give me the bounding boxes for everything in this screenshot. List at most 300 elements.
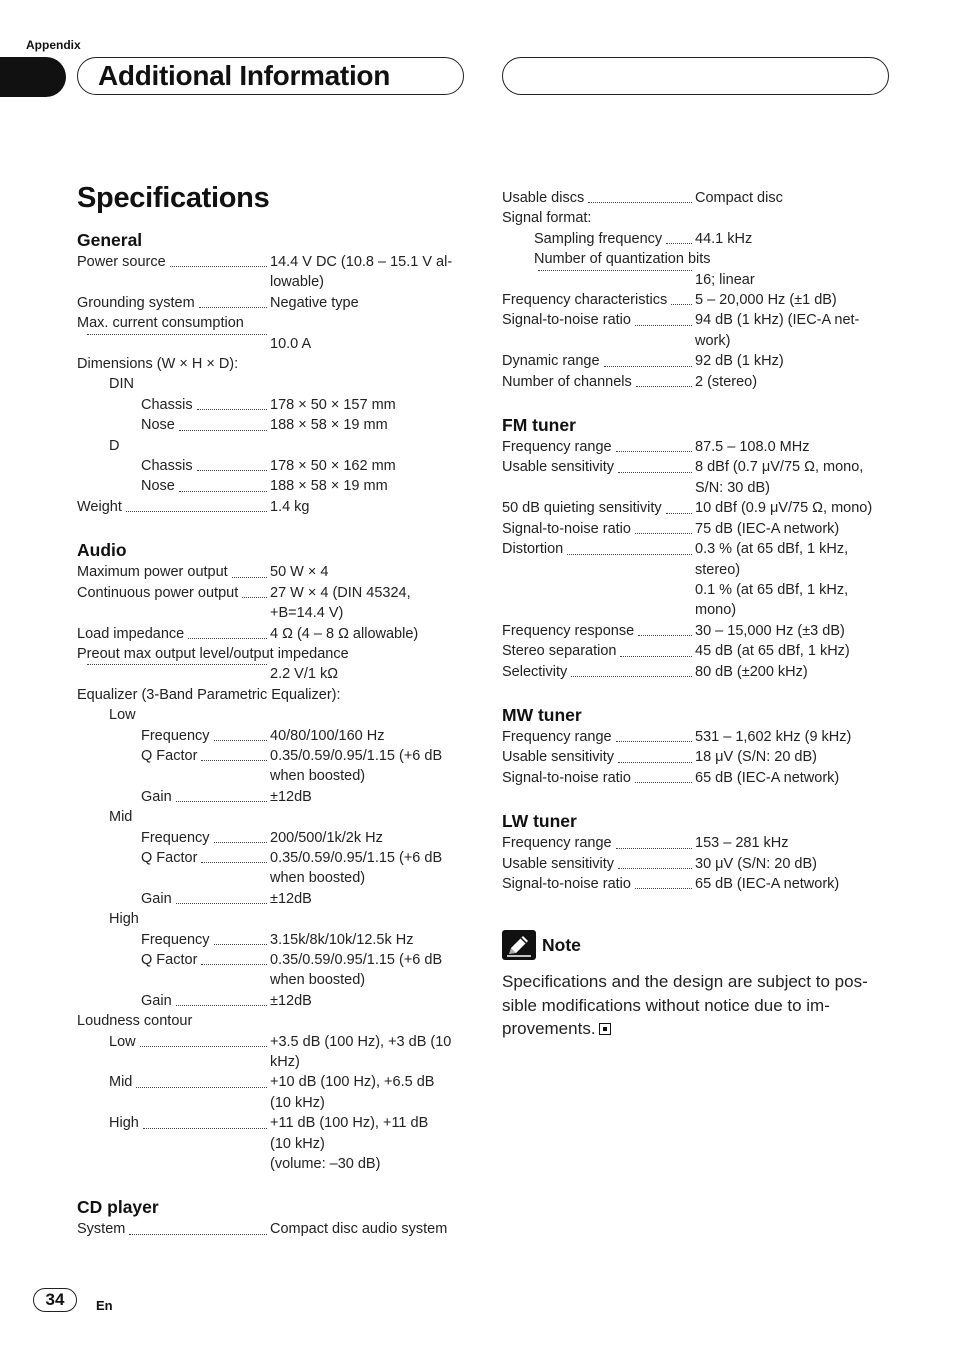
- leader-dots: [232, 577, 267, 578]
- spec-row: [77, 950, 469, 991]
- leader-dots: [635, 325, 692, 326]
- spec-label-text: Number of quantization bits: [534, 251, 711, 268]
- leader-dots: [638, 635, 692, 636]
- spec-value-line: +3.5 dB (100 Hz), +3 dB (10: [270, 1033, 452, 1050]
- spec-row: [502, 310, 892, 351]
- spec-value-line: 531 – 1,602 kHz (9 kHz): [695, 728, 852, 745]
- leader-dots: [197, 409, 267, 410]
- spec-row: [77, 1219, 469, 1239]
- spec-label-text: Gain: [141, 992, 172, 1009]
- spec-label: [77, 562, 270, 582]
- leader-dots: [616, 848, 692, 849]
- section-heading: General: [77, 230, 143, 250]
- spec-label-text: Q Factor: [141, 747, 198, 764]
- section-heading: CD player: [77, 1197, 159, 1218]
- spec-value-line: 200/500/1k/2k Hz: [270, 829, 383, 846]
- spec-label-text: Signal-to-noise ratio: [502, 312, 631, 329]
- spec-value-line: ±12dB: [270, 788, 312, 805]
- spec-value: [270, 415, 469, 435]
- spec-value-line: Compact disc: [695, 190, 783, 206]
- leader-dots: [618, 868, 692, 869]
- spec-value-line: 0.35/0.59/0.95/1.15 (+6 dB: [270, 747, 443, 764]
- spec-label-text: Max. current consumption: [77, 315, 244, 332]
- spec-value-line: (10 kHz): [270, 1135, 325, 1152]
- spec-value: [270, 497, 469, 517]
- spec-label-text: Frequency range: [502, 835, 612, 852]
- spec-value-line: 65 dB (IEC-A network): [695, 875, 840, 892]
- appendix-label: Appendix: [26, 38, 81, 52]
- spec-value-line: S/N: 30 dB): [695, 479, 770, 496]
- spec-label: [502, 437, 695, 457]
- spec-label-text: High: [109, 1115, 139, 1132]
- spec-label: [77, 1219, 270, 1239]
- leader-dots: [201, 862, 267, 863]
- spec-row: [77, 395, 469, 415]
- spec-label-text: Signal-to-noise ratio: [502, 769, 631, 786]
- spec-label-text: Frequency response: [502, 622, 635, 639]
- spec-value-line: 65 dB (IEC-A network): [695, 769, 840, 786]
- spec-label-text: Selectivity: [502, 663, 568, 680]
- spec-value-line: 50 W × 4: [270, 564, 329, 581]
- spec-value: [695, 747, 892, 767]
- spec-label-text: Frequency: [141, 727, 210, 744]
- spec-label-text: System: [77, 1221, 126, 1238]
- spec-label-text: Grounding system: [77, 294, 195, 311]
- spec-value: [270, 476, 469, 496]
- note-text: [502, 970, 892, 1041]
- spec-row: [77, 787, 469, 807]
- spec-value: [270, 456, 469, 476]
- spec-label-text: Usable sensitivity: [502, 749, 615, 766]
- pencil-icon: [502, 930, 536, 960]
- spec-label-text: Continuous power output: [77, 584, 239, 601]
- spec-label-text: Weight: [77, 498, 122, 515]
- language-label: En: [96, 1298, 113, 1313]
- spec-label: [502, 727, 695, 747]
- leader-dots: [143, 1128, 267, 1129]
- spec-value-line: 153 – 281 kHz: [695, 835, 789, 852]
- leader-dots: [170, 266, 267, 267]
- spec-label-text: Load impedance: [77, 625, 185, 642]
- spec-value: [695, 351, 892, 371]
- leader-dots: [618, 762, 692, 763]
- section-title-pill-right: [502, 57, 889, 95]
- spec-value: [270, 950, 469, 991]
- spec-value: [695, 727, 892, 747]
- spec-row: [77, 1011, 469, 1031]
- spec-row: [502, 437, 892, 457]
- spec-value-line: 45 dB (at 65 dBf, 1 kHz): [695, 643, 850, 660]
- spec-value-line: 0.35/0.59/0.95/1.15 (+6 dB: [270, 952, 443, 968]
- spec-label-text: Chassis: [141, 458, 193, 475]
- spec-value-line: lowable): [270, 274, 324, 291]
- spec-value-line: 178 × 50 × 162 mm: [270, 458, 396, 475]
- section-title: Additional Information: [98, 60, 391, 91]
- section-heading: Audio: [77, 540, 127, 561]
- spec-row: [77, 293, 469, 313]
- spec-row: [502, 874, 892, 894]
- spec-column-right: [502, 188, 892, 894]
- spec-value-line: 0.3 % (at 65 dBf, 1 kHz,: [695, 541, 849, 558]
- leader-dots: [635, 533, 692, 534]
- spec-label: [502, 621, 695, 641]
- spec-row: [77, 1032, 469, 1073]
- spec-label-text: Q Factor: [141, 952, 198, 968]
- spec-value-line: work): [695, 332, 731, 349]
- spec-label: [77, 828, 270, 848]
- spec-value: [270, 787, 469, 807]
- spec-row: [77, 726, 469, 746]
- leader-dots: [214, 842, 267, 843]
- spec-row: [502, 768, 892, 788]
- spec-label-text: Low: [109, 1033, 136, 1050]
- spec-label-text: Frequency range: [502, 439, 612, 456]
- spec-value-line: 14.4 V DC (10.8 – 15.1 V al-: [270, 254, 453, 270]
- leader-dots: [571, 676, 692, 677]
- spec-row: [77, 436, 469, 456]
- page-title: Specifications: [77, 182, 270, 214]
- spec-row: [77, 1072, 469, 1113]
- spec-row: [77, 313, 469, 333]
- spec-label-text: Sampling frequency: [534, 230, 663, 247]
- spec-value: [695, 662, 892, 682]
- spec-value: [695, 621, 892, 641]
- spec-label: [502, 372, 695, 392]
- spec-row: [502, 188, 892, 208]
- spec-value-line: 178 × 50 × 157 mm: [270, 396, 396, 413]
- spec-label-text: Gain: [141, 788, 172, 805]
- spec-value-line: 1.4 kg: [270, 498, 310, 515]
- spec-label: [77, 787, 270, 807]
- spec-value: [695, 854, 892, 874]
- spec-value-line: 4 Ω (4 – 8 Ω allowable): [270, 625, 419, 642]
- spec-label-text: Signal format:: [502, 210, 592, 227]
- spec-value: [695, 833, 892, 853]
- leader-dots: [176, 903, 267, 904]
- spec-value: [270, 562, 469, 582]
- leader-dots: [188, 638, 267, 639]
- spec-label-text: Stereo separation: [502, 643, 617, 660]
- spec-label-text: Q Factor: [141, 849, 198, 866]
- spec-row: [77, 828, 469, 848]
- spec-value: [695, 539, 892, 621]
- spec-value-line: 40/80/100/160 Hz: [270, 727, 385, 744]
- spec-label-text: Signal-to-noise ratio: [502, 875, 631, 892]
- spec-row: [77, 889, 469, 909]
- spec-value: [695, 641, 892, 661]
- spec-label: [502, 457, 695, 477]
- spec-row: [77, 334, 469, 354]
- spec-value: [270, 664, 469, 684]
- spec-value: [270, 583, 469, 624]
- spec-label-text: Mid: [109, 809, 133, 826]
- spec-label: [502, 519, 695, 539]
- spec-label-text: Mid: [109, 1074, 133, 1091]
- spec-value-line: kHz): [270, 1054, 300, 1071]
- spec-value: [270, 930, 469, 950]
- spec-label-text: 50 dB quieting sensitivity: [502, 500, 662, 517]
- spec-label: [77, 476, 270, 496]
- spec-value-line: ±12dB: [270, 992, 312, 1009]
- spec-value: [695, 290, 892, 310]
- spec-label-text: Dimensions (W × H × D):: [77, 356, 239, 373]
- spec-value-line: 188 × 58 × 19 mm: [270, 417, 388, 434]
- spec-label-text: High: [109, 911, 139, 928]
- spec-label: [77, 848, 270, 868]
- spec-value: [695, 768, 892, 788]
- spec-label-text: Nose: [141, 478, 175, 495]
- leader-dots: [197, 470, 267, 471]
- spec-label-text: Gain: [141, 890, 172, 907]
- spec-label-text: Equalizer (3-Band Parametric Equalizer):: [77, 686, 341, 703]
- spec-value-line: 0.35/0.59/0.95/1.15 (+6 dB: [270, 849, 443, 866]
- spec-row: [77, 930, 469, 950]
- spec-label: [77, 334, 270, 340]
- spec-value-line: 16; linear: [695, 271, 755, 288]
- spec-row: [77, 746, 469, 787]
- leader-dots: [616, 741, 692, 742]
- spec-row: [77, 664, 469, 684]
- spec-value-line: 87.5 – 108.0 MHz: [695, 439, 810, 456]
- leader-dots: [666, 513, 692, 514]
- leader-dots: [635, 782, 692, 783]
- spec-row: [502, 641, 892, 661]
- spec-label: [502, 229, 695, 249]
- spec-value-line: 44.1 kHz: [695, 230, 753, 247]
- spec-value: [695, 874, 892, 894]
- spec-label: [77, 583, 270, 603]
- spec-label-text: Power source: [77, 254, 166, 270]
- spec-row: [502, 457, 892, 498]
- spec-label-text: Preout max output level/output impedance: [77, 645, 349, 662]
- spec-label-text: Usable sensitivity: [502, 459, 615, 476]
- spec-value-line: mono): [695, 602, 737, 619]
- spec-value-line: Compact disc audio system: [270, 1221, 448, 1238]
- spec-label-text: Signal-to-noise ratio: [502, 520, 631, 537]
- spec-label-text: Chassis: [141, 396, 193, 413]
- leader-dots: [129, 1234, 267, 1235]
- spec-row: [502, 498, 892, 518]
- spec-row: [77, 252, 469, 293]
- spec-label: [77, 497, 270, 517]
- spec-row: [77, 1113, 469, 1174]
- spec-value-line: 188 × 58 × 19 mm: [270, 478, 388, 495]
- spec-label: [502, 833, 695, 853]
- spec-value-line: 2.2 V/1 kΩ: [270, 666, 339, 683]
- spec-value-line: when boosted): [270, 768, 366, 785]
- spec-value-line: 30 – 15,000 Hz (±3 dB): [695, 622, 845, 639]
- spec-label-text: Loudness contour: [77, 1013, 193, 1030]
- spec-value-line: +11 dB (100 Hz), +11 dB: [270, 1115, 429, 1132]
- spec-row: [77, 415, 469, 435]
- spec-value: [270, 624, 469, 644]
- spec-value: [270, 334, 469, 354]
- spec-label: [77, 746, 270, 766]
- spec-label: [502, 662, 695, 682]
- spec-label: [502, 270, 695, 276]
- spec-value-line: 94 dB (1 kHz) (IEC-A net-: [695, 312, 860, 329]
- spec-row: [77, 807, 469, 827]
- spec-value-line: 75 dB (IEC-A network): [695, 520, 840, 537]
- spec-row: [77, 909, 469, 929]
- spec-row: [77, 476, 469, 496]
- spec-value-line: ±12dB: [270, 890, 312, 907]
- spec-value: [695, 188, 892, 208]
- spec-label: [502, 188, 695, 208]
- leader-dots: [620, 656, 692, 657]
- spec-row: [77, 991, 469, 1011]
- note-block: [502, 930, 892, 1041]
- spec-label: [77, 624, 270, 644]
- spec-label-text: Maximum power output: [77, 564, 228, 581]
- spec-label-text: Frequency range: [502, 728, 612, 745]
- spec-label: [77, 395, 270, 415]
- spec-label: [77, 726, 270, 746]
- spec-value-line: 10.0 A: [270, 335, 312, 352]
- spec-label: [77, 415, 270, 435]
- leader-dots: [618, 472, 692, 473]
- spec-value-line: stereo): [695, 561, 741, 578]
- leader-dots: [214, 944, 267, 945]
- leader-dots: [179, 430, 267, 431]
- spec-value-line: 30 μV (S/N: 20 dB): [695, 855, 817, 872]
- spec-label-text: Distortion: [502, 541, 564, 558]
- spec-label-text: Frequency characteristics: [502, 292, 668, 309]
- section-heading: MW tuner: [502, 704, 582, 725]
- spec-value: [270, 395, 469, 415]
- spec-label: [502, 310, 695, 330]
- spec-value-line: 27 W × 4 (DIN 45324,: [270, 584, 411, 601]
- leader-dots: [671, 304, 692, 305]
- spec-value: [270, 1072, 469, 1113]
- spec-value-line: +10 dB (100 Hz), +6.5 dB: [270, 1074, 435, 1091]
- spec-value: [270, 726, 469, 746]
- spec-value: [270, 746, 469, 787]
- leader-dots: [87, 334, 267, 335]
- leader-dots: [567, 554, 692, 555]
- spec-row: [77, 583, 469, 624]
- spec-label: [502, 854, 695, 874]
- spec-column-left: [77, 229, 469, 1240]
- spec-row: [502, 208, 892, 228]
- spec-value: [695, 372, 892, 392]
- spec-row: [502, 290, 892, 310]
- spec-row: [77, 354, 469, 374]
- spec-label: [77, 991, 270, 1011]
- spec-row: [502, 854, 892, 874]
- spec-value: [695, 457, 892, 498]
- spec-label: [77, 293, 270, 313]
- spec-row: [502, 833, 892, 853]
- spec-label-text: D: [109, 437, 120, 454]
- spec-value: [695, 310, 892, 351]
- spec-label: [77, 889, 270, 909]
- spec-row: [77, 685, 469, 705]
- spec-value-line: (volume: –30 dB): [270, 1156, 381, 1173]
- page-number: 34: [33, 1288, 77, 1312]
- spec-value-line: 92 dB (1 kHz): [695, 353, 784, 370]
- section-heading: FM tuner: [502, 415, 576, 436]
- spec-value-line: when boosted): [270, 972, 366, 989]
- spec-label: [502, 498, 695, 518]
- spec-label-text: DIN: [109, 376, 134, 393]
- spec-value: [270, 991, 469, 1011]
- leader-dots: [588, 202, 692, 203]
- leader-dots: [214, 740, 267, 741]
- spec-row: [502, 539, 892, 621]
- leader-dots: [635, 888, 692, 889]
- spec-value: [270, 1219, 469, 1239]
- spec-value-line: 80 dB (±200 kHz): [695, 663, 808, 680]
- spec-value: [695, 498, 892, 518]
- spec-row: [502, 351, 892, 371]
- note-body: Specifications and the design are subject to pos- sible modifications without notice due to im- provements.: [502, 972, 868, 1038]
- spec-label: [502, 874, 695, 894]
- spec-row: [77, 374, 469, 394]
- spec-value-line: 0.1 % (at 65 dBf, 1 kHz,: [695, 581, 849, 598]
- spec-label: [502, 641, 695, 661]
- spec-value: [270, 1032, 469, 1073]
- spec-value-line: 10 dBf (0.9 μV/75 Ω, mono): [695, 500, 873, 517]
- leader-dots: [136, 1087, 267, 1088]
- spec-value: [270, 828, 469, 848]
- spec-label-text: Frequency: [141, 931, 210, 948]
- spec-value-line: 5 – 20,000 Hz (±1 dB): [695, 292, 837, 309]
- spec-row: [502, 270, 892, 290]
- spec-label: [502, 290, 695, 310]
- spec-value: [695, 519, 892, 539]
- spec-value: [270, 848, 469, 889]
- spec-label: [77, 252, 270, 272]
- spec-row: [502, 229, 892, 249]
- leader-dots: [87, 664, 267, 665]
- spec-row: [77, 562, 469, 582]
- section-tab-marker: [0, 57, 66, 97]
- spec-row: [502, 662, 892, 682]
- leader-dots: [636, 386, 692, 387]
- spec-value-line: 3.15k/8k/10k/12.5k Hz: [270, 931, 414, 948]
- note-label: Note: [542, 934, 581, 955]
- end-mark-icon: [599, 1023, 611, 1035]
- spec-label-text: Frequency: [141, 829, 210, 846]
- spec-label: [77, 950, 270, 970]
- leader-dots: [538, 270, 692, 271]
- spec-row: [502, 727, 892, 747]
- leader-dots: [604, 366, 692, 367]
- spec-label: [77, 1072, 270, 1092]
- spec-value-line: when boosted): [270, 870, 366, 887]
- spec-row: [502, 621, 892, 641]
- section-title-pill: [77, 57, 464, 95]
- spec-value: [270, 889, 469, 909]
- spec-value: [695, 229, 892, 249]
- spec-value-line: (10 kHz): [270, 1094, 325, 1111]
- spec-value-line: Negative type: [270, 294, 359, 311]
- spec-value: [270, 1113, 469, 1174]
- spec-label-text: Low: [109, 707, 136, 724]
- spec-row: [77, 456, 469, 476]
- leader-dots: [179, 491, 267, 492]
- spec-value: [695, 270, 892, 290]
- spec-label-text: Usable discs: [502, 190, 585, 206]
- spec-label-text: Dynamic range: [502, 353, 600, 370]
- spec-row: [502, 372, 892, 392]
- spec-label: [77, 1113, 270, 1133]
- leader-dots: [176, 1005, 267, 1006]
- spec-label: [502, 768, 695, 788]
- spec-value-line: 2 (stereo): [695, 373, 758, 390]
- spec-value: [695, 437, 892, 457]
